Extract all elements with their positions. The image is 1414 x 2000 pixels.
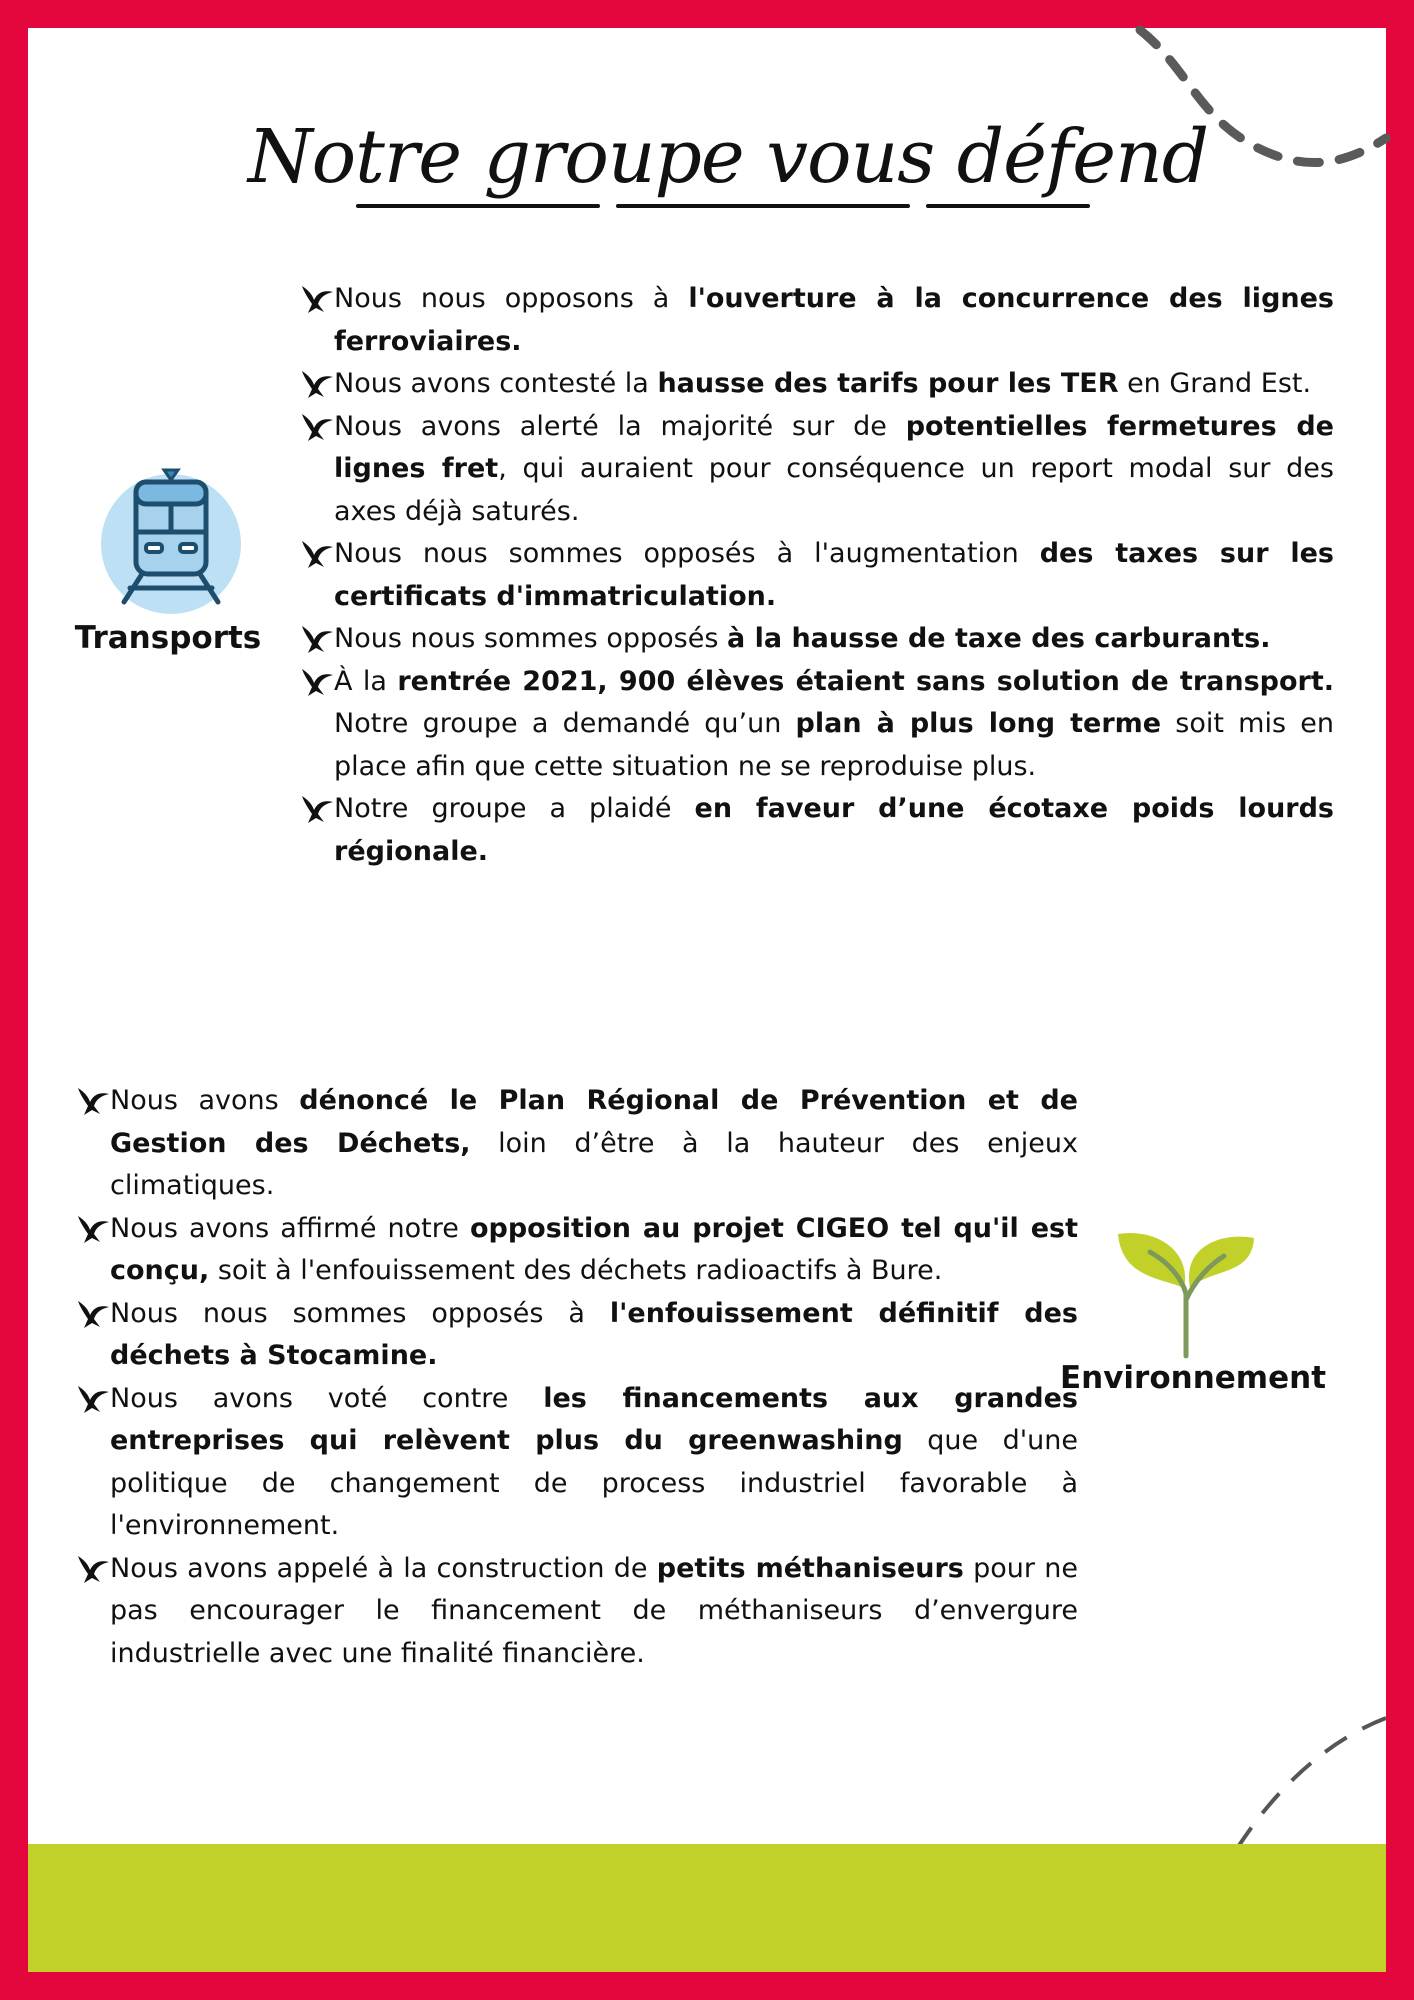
- text: Nous nous opposons à: [334, 283, 689, 314]
- section-label-transports: Transports: [74, 620, 262, 656]
- bird-icon: [300, 412, 334, 442]
- bold-text: potentielles fermetures de lignes fret: [334, 410, 1334, 484]
- list-item: [76, 1208, 1078, 1293]
- bird-icon: [76, 1214, 110, 1244]
- list-item: [300, 278, 1334, 363]
- text: , qui auraient pour conséquence un report modal sur des axes déjà saturés.: [334, 453, 1334, 527]
- text: pour ne pas encourager le financement de méthaniseurs d’envergure industrielle avec une finalité financière.: [110, 1552, 1078, 1669]
- transports-list: [300, 278, 1334, 873]
- list-item: [76, 1080, 1078, 1208]
- text: Notre groupe a plaidé: [334, 793, 695, 824]
- text: Nous avons affirmé notre: [110, 1212, 470, 1244]
- bold-text: opposition au projet CIGEO tel qu'il est conçu,: [110, 1212, 1078, 1286]
- bird-icon: [76, 1384, 110, 1414]
- bird-icon: [300, 667, 334, 697]
- content-sheet: [28, 28, 1386, 1972]
- bold-text: à la hausse de taxe des carburants.: [726, 623, 1271, 654]
- text: Nous avons voté contre: [110, 1382, 544, 1414]
- bird-icon: [300, 539, 334, 569]
- text: Nous avons appelé à la construction de: [110, 1552, 657, 1584]
- text: Nous nous sommes opposés à l'augmentation: [334, 538, 1040, 569]
- bold-text: en faveur d’une écotaxe poids lourds régionale.: [334, 793, 1335, 867]
- bird-icon: [300, 369, 334, 399]
- bird-icon: [300, 794, 334, 824]
- text: À la: [334, 665, 398, 697]
- sprout-icon: [1112, 1218, 1262, 1356]
- list-item: [300, 533, 1334, 618]
- list-item: [76, 1548, 1078, 1676]
- text: Notre groupe a demandé qu’un: [334, 708, 796, 739]
- bold-text: les financements aux grandes entreprises qui relèvent plus du greenwashing: [110, 1382, 1078, 1456]
- environnement-list: [76, 1080, 1078, 1675]
- page-title: [247, 96, 1209, 236]
- bold-text: l'ouverture à la concurrence des lignes ferroviaires.: [334, 283, 1334, 357]
- bold-text: des taxes sur les certificats d'immatriculation.: [334, 538, 1334, 612]
- text: Nous nous sommes opposés: [334, 623, 727, 654]
- bold-text: hausse des tarifs pour les TER: [657, 368, 1119, 399]
- list-item: [300, 618, 1334, 661]
- list-item: [300, 788, 1334, 873]
- bird-icon: [76, 1554, 110, 1584]
- bold-text: plan à plus long terme: [795, 708, 1162, 739]
- text: que d'une politique de changement de process industriel favorable à l'environnement.: [110, 1425, 1078, 1541]
- bird-icon: [76, 1299, 110, 1329]
- list-item: [76, 1378, 1078, 1548]
- page-title-text: Notre groupe vous défend: [247, 114, 1209, 200]
- list-item: [76, 1293, 1078, 1378]
- text: loin d’être à la hauteur des enjeux climatiques.: [110, 1127, 1078, 1201]
- bold-text: petits méthaniseurs: [656, 1552, 964, 1584]
- footer-band: [28, 1844, 1386, 1972]
- text: Nous avons contesté la: [334, 368, 658, 399]
- bold-text: rentrée 2021, 900 élèves étaient sans solution de transport.: [397, 665, 1335, 697]
- text: en Grand Est.: [1118, 368, 1312, 399]
- list-item: [300, 661, 1334, 789]
- bird-icon: [300, 284, 334, 314]
- text: Nous avons alerté la majorité sur de: [334, 410, 906, 442]
- train-icon: [98, 462, 244, 612]
- bird-icon: [300, 624, 334, 654]
- text: Nous avons: [110, 1085, 300, 1116]
- list-item: [300, 363, 1334, 406]
- bold-text: l'enfouissement définitif des déchets à Stocamine.: [110, 1297, 1079, 1371]
- text: Nous nous sommes opposés à: [110, 1297, 610, 1329]
- section-label-environnement: Environnement: [1059, 1360, 1327, 1396]
- bird-icon: [76, 1086, 110, 1116]
- text: soit à l'enfouissement des déchets radioactifs à Bure.: [209, 1255, 943, 1286]
- bold-text: dénoncé le Plan Régional de Prévention et de Gestion des Déchets,: [110, 1085, 1078, 1159]
- text: soit mis en place afin que cette situation ne se reproduise plus.: [334, 708, 1334, 782]
- list-item: [300, 406, 1334, 534]
